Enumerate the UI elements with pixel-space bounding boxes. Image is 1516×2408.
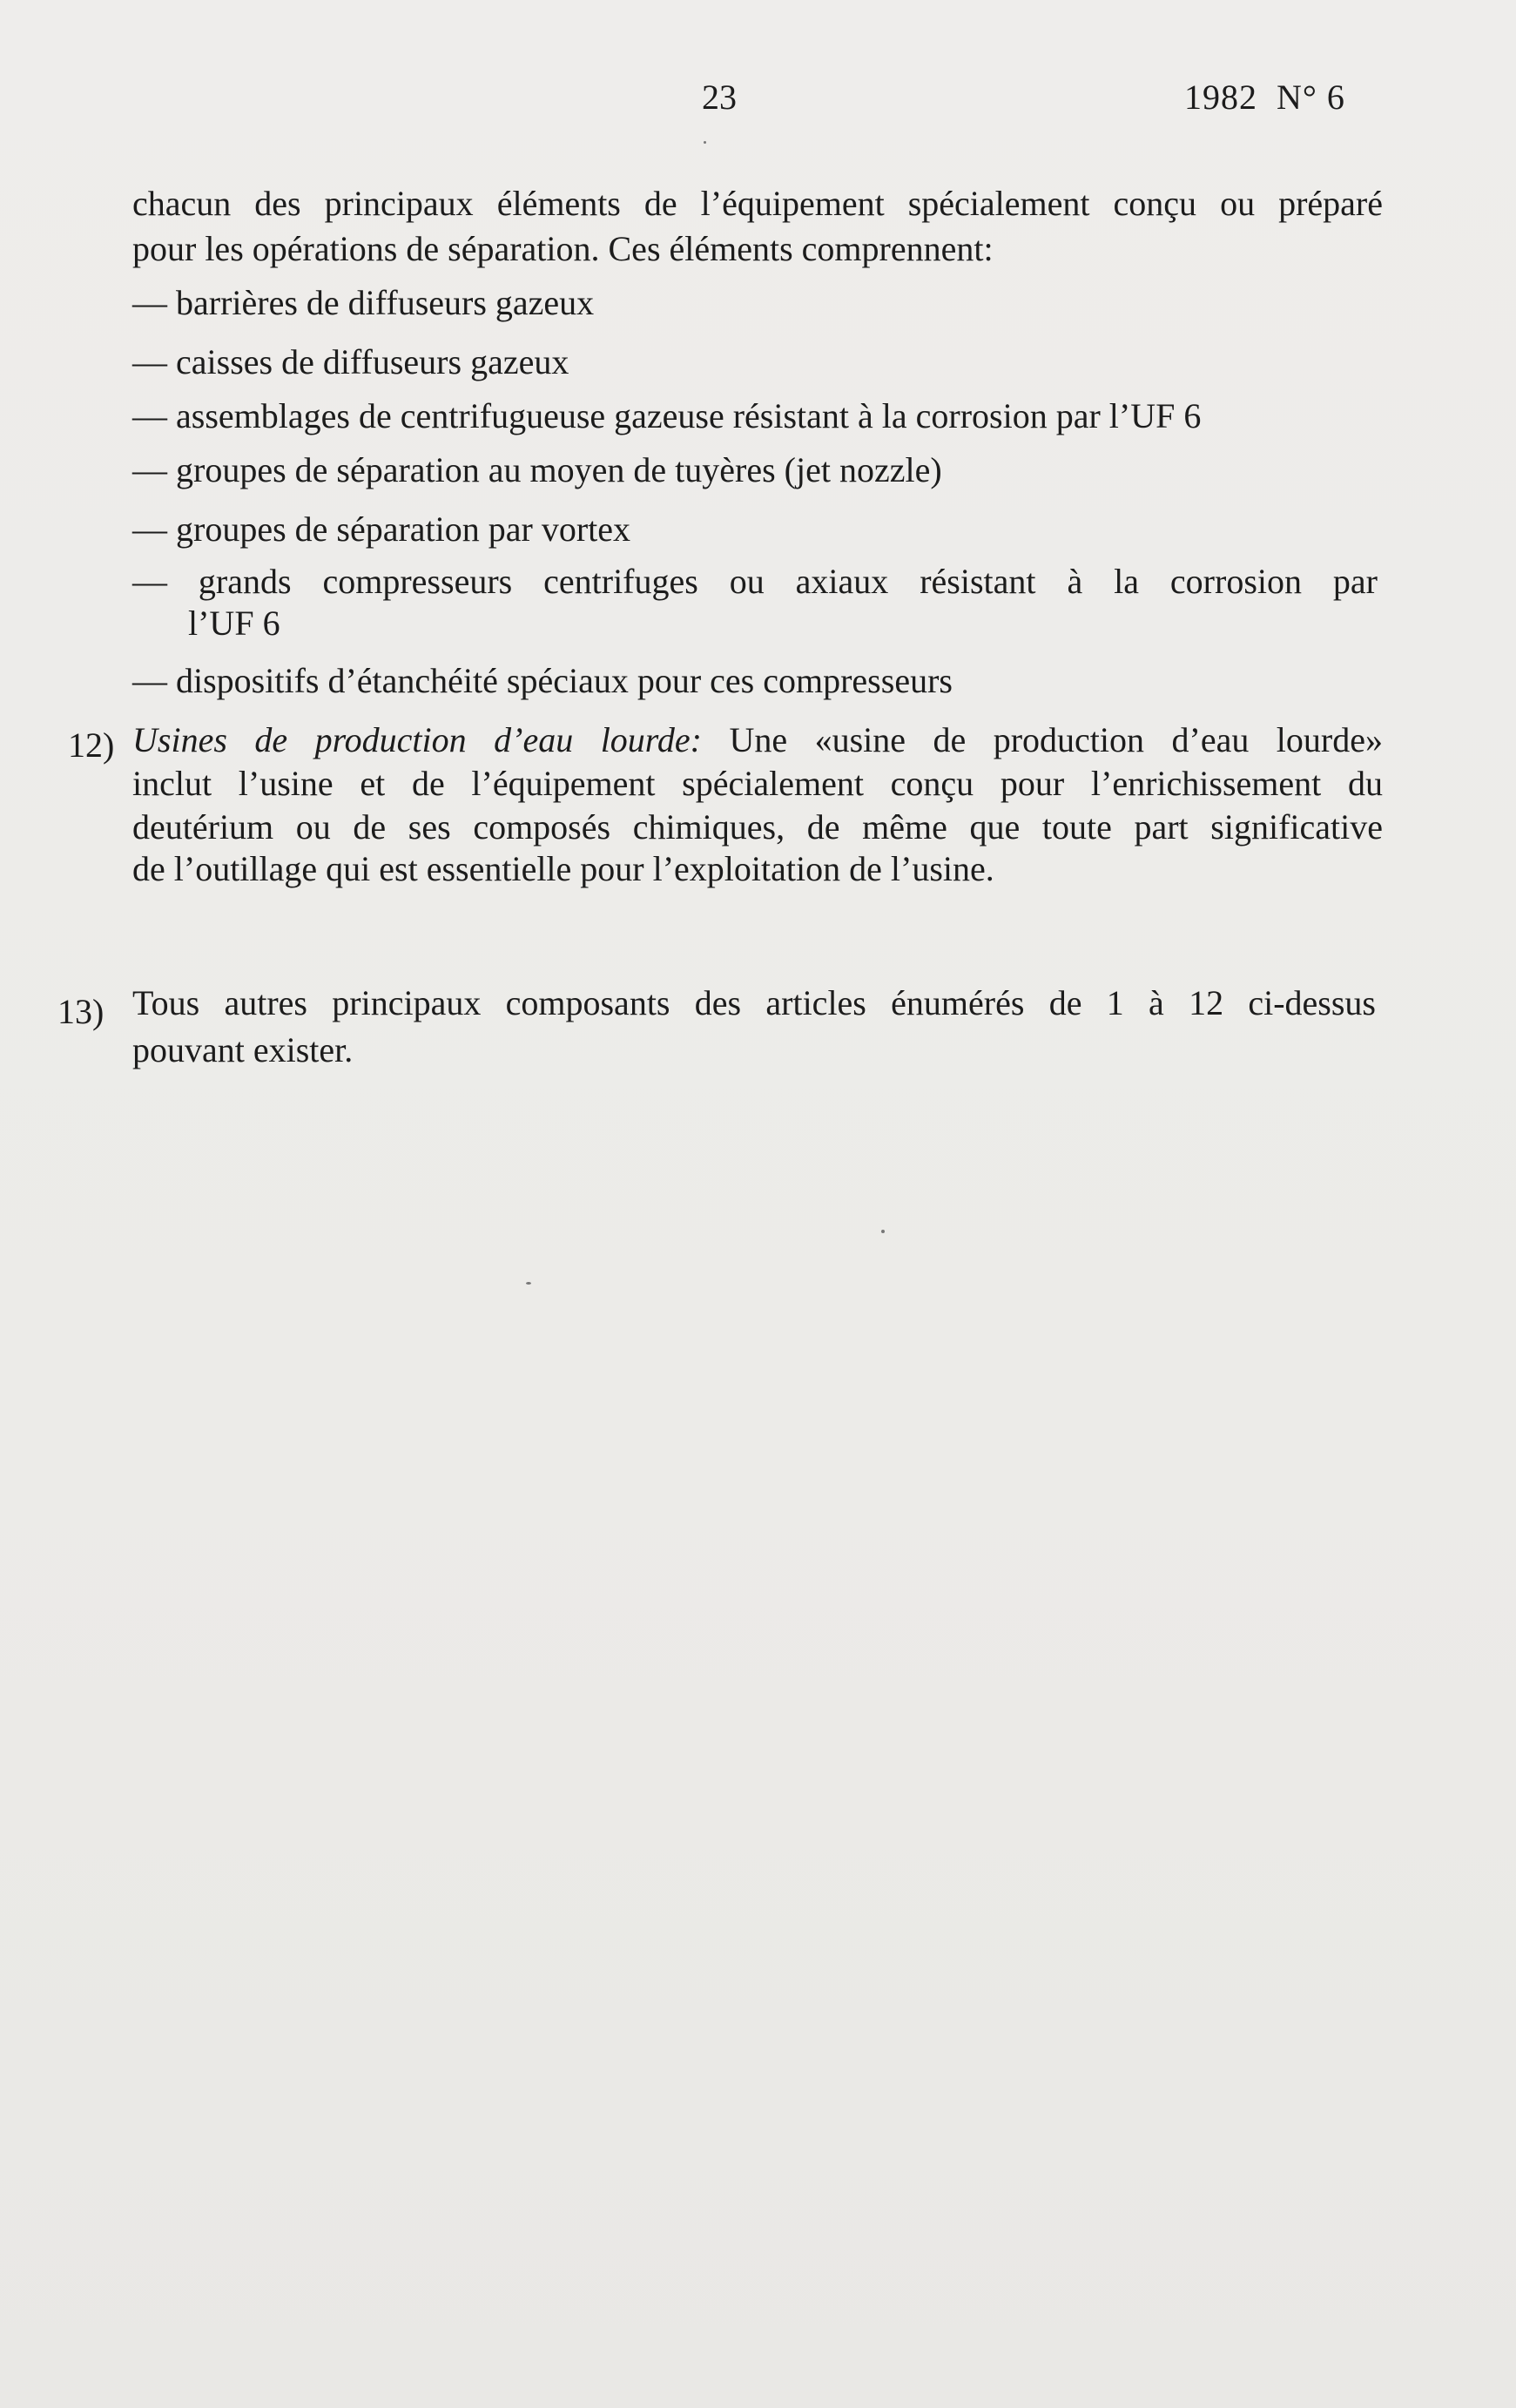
element-item: — grands compresseurs centrifuges ou axiaux résistant à la corrosion par (132, 562, 1378, 601)
item-13-line-1: Tous autres principaux composants des articles énumérés de 1 à 12 ci-dessus (132, 983, 1376, 1022)
item-12-line-2: inclut l’usine et de l’équipement spécialement conçu pour l’enrichissement du (132, 764, 1383, 803)
item-13-number: 13) (57, 992, 104, 1031)
item-12-number: 12) (68, 725, 115, 765)
element-item: — assemblages de centrifugueuse gazeuse résistant à la corrosion par l’UF 6 (132, 396, 1202, 435)
element-item: — caisses de diffuseurs gazeux (132, 342, 569, 381)
element-item: — groupes de séparation au moyen de tuyères (jet nozzle) (132, 450, 942, 489)
paper-speck (704, 141, 706, 144)
intro-line-2: pour les opérations de séparation. Ces éléments comprennent: (132, 229, 994, 268)
intro-line-1: chacun des principaux éléments de l’équipement spécialement conçu ou préparé (132, 184, 1383, 223)
element-item: — barrières de diffuseurs gazeux (132, 283, 595, 322)
item-12-line-1-text: Une «usine de production d’eau lourde» (701, 720, 1383, 759)
paper-speck (881, 1230, 885, 1233)
item-12-title: Usines de production d’eau lourde: (132, 720, 702, 759)
page-header (0, 77, 1516, 129)
page-number: 23 (702, 78, 737, 117)
paper-speck (526, 1282, 531, 1285)
item-12-line-3: deutérium ou de ses composés chimiques, de même que toute part significative (132, 807, 1383, 847)
element-item: — groupes de séparation par vortex (132, 509, 631, 549)
item-12-line-1 (132, 716, 1383, 765)
item-12-line-4: de l’outillage qui est essentielle pour l’exploitation de l’usine. (132, 849, 994, 888)
issue-reference: 1982 N° 6 (1184, 78, 1345, 117)
item-13-line-2: pouvant exister. (132, 1030, 354, 1069)
element-item-continuation: l’UF 6 (188, 604, 280, 643)
element-item: — dispositifs d’étanchéité spéciaux pour ces compresseurs (132, 661, 953, 700)
